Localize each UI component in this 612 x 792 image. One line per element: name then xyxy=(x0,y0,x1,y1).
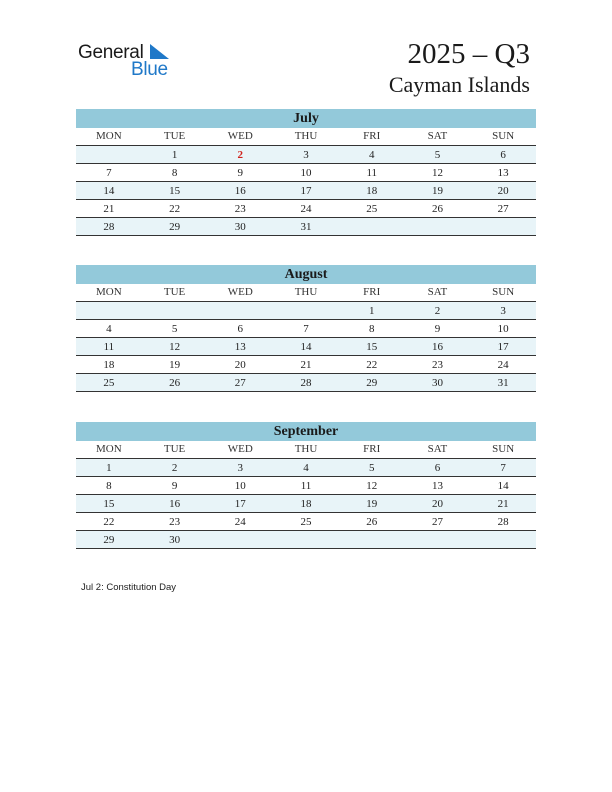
month-title: July xyxy=(76,109,536,128)
day-cell: 30 xyxy=(431,377,443,389)
weekday-label: TUE xyxy=(163,443,186,455)
day-cell: 5 xyxy=(368,462,375,474)
day-cell: 11 xyxy=(366,167,378,179)
day-cell: 23 xyxy=(234,203,246,215)
week-row xyxy=(76,374,536,392)
day-cell: 13 xyxy=(431,480,443,492)
day-cell: 26 xyxy=(431,203,443,215)
day-cell: 30 xyxy=(234,221,246,233)
day-cell: 8 xyxy=(171,167,178,179)
holiday-notes xyxy=(81,582,176,593)
day-cell: 3 xyxy=(237,462,244,474)
logo-word-general: General xyxy=(78,42,144,63)
day-cell: 7 xyxy=(500,462,506,474)
week-row xyxy=(76,513,536,531)
day-cell: 21 xyxy=(497,498,509,510)
day-cell: 4 xyxy=(106,323,112,335)
weekday-label: SUN xyxy=(492,130,515,142)
day-cell: 26 xyxy=(169,377,181,389)
day-cell: 10 xyxy=(300,167,312,179)
day-cell: 5 xyxy=(434,149,441,161)
day-cell: 15 xyxy=(366,341,378,353)
day-cell: 4 xyxy=(303,462,309,474)
week-row xyxy=(76,459,536,477)
day-cell: 14 xyxy=(300,341,312,353)
day-cell: 20 xyxy=(234,359,246,371)
day-cell: 7 xyxy=(303,323,309,335)
weekday-label: THU xyxy=(294,286,318,298)
day-cell: 3 xyxy=(500,305,506,317)
day-cell xyxy=(207,302,273,319)
day-cell: 9 xyxy=(171,480,178,492)
month-weeks xyxy=(76,146,536,236)
day-cell: 29 xyxy=(169,221,181,233)
day-cell: 7 xyxy=(106,167,112,179)
day-cell: 6 xyxy=(500,149,506,161)
day-cell: 4 xyxy=(368,149,375,161)
week-row xyxy=(76,182,536,200)
day-cell: 28 xyxy=(497,516,509,528)
weekday-label: THU xyxy=(294,443,318,455)
day-cell xyxy=(76,146,142,163)
day-cell: 22 xyxy=(366,359,378,371)
day-cell: 19 xyxy=(431,185,443,197)
day-cell: 25 xyxy=(103,377,115,389)
weekday-header xyxy=(76,128,536,146)
day-cell: 11 xyxy=(103,341,115,353)
day-cell: 25 xyxy=(366,203,378,215)
day-cell: 16 xyxy=(169,498,181,510)
day-cell: 12 xyxy=(169,341,181,353)
day-cell: 23 xyxy=(169,516,181,528)
weekday-label: FRI xyxy=(363,443,381,455)
week-row xyxy=(76,531,536,549)
month-calendar-september xyxy=(76,422,536,549)
day-cell: 19 xyxy=(366,498,378,510)
day-cell: 25 xyxy=(300,516,312,528)
day-cell: 2 xyxy=(237,149,244,161)
generalblue-logo xyxy=(78,40,178,80)
day-cell: 15 xyxy=(103,498,115,510)
day-cell: 9 xyxy=(434,323,441,335)
week-row xyxy=(76,477,536,495)
weekday-label: SAT xyxy=(427,443,448,455)
weekday-label: MON xyxy=(96,130,122,142)
weekday-label: THU xyxy=(294,130,318,142)
day-cell: 18 xyxy=(300,498,312,510)
weekday-label: SUN xyxy=(492,286,515,298)
day-cell: 20 xyxy=(497,185,509,197)
day-cell: 8 xyxy=(368,323,375,335)
day-cell: 31 xyxy=(300,221,312,233)
day-cell: 12 xyxy=(366,480,378,492)
week-row xyxy=(76,164,536,182)
day-cell: 18 xyxy=(366,185,378,197)
day-cell: 13 xyxy=(234,341,246,353)
weekday-label: WED xyxy=(227,443,253,455)
day-cell xyxy=(76,302,142,319)
week-row xyxy=(76,302,536,320)
day-cell xyxy=(273,531,339,548)
day-cell: 17 xyxy=(497,341,509,353)
logo-word-blue: Blue xyxy=(131,59,168,80)
day-cell: 15 xyxy=(169,185,181,197)
month-calendar-july xyxy=(76,109,536,236)
day-cell: 20 xyxy=(431,498,443,510)
day-cell: 8 xyxy=(106,480,112,492)
weekday-label: SUN xyxy=(492,443,515,455)
day-cell xyxy=(339,531,405,548)
day-cell: 26 xyxy=(366,516,378,528)
day-cell: 11 xyxy=(300,480,312,492)
day-cell xyxy=(339,218,405,235)
day-cell: 24 xyxy=(300,203,312,215)
day-cell xyxy=(405,218,471,235)
quarter-title: 2025 – Q3 xyxy=(407,38,530,70)
day-cell: 10 xyxy=(497,323,509,335)
day-cell: 28 xyxy=(300,377,312,389)
week-row xyxy=(76,200,536,218)
day-cell: 2 xyxy=(434,305,441,317)
holiday-note: Jul 2: Constitution Day xyxy=(81,582,177,593)
day-cell: 24 xyxy=(234,516,246,528)
day-cell: 18 xyxy=(103,359,115,371)
weekday-label: SAT xyxy=(427,130,448,142)
weekday-label: MON xyxy=(96,443,122,455)
month-weeks xyxy=(76,459,536,549)
day-cell: 22 xyxy=(103,516,115,528)
month-weeks xyxy=(76,302,536,392)
week-row xyxy=(76,320,536,338)
day-cell: 21 xyxy=(300,359,312,371)
day-cell: 9 xyxy=(237,167,244,179)
month-calendar-august xyxy=(76,265,536,392)
day-cell: 16 xyxy=(234,185,246,197)
day-cell: 2 xyxy=(171,462,178,474)
weekday-header xyxy=(76,441,536,459)
week-row xyxy=(76,356,536,374)
week-row xyxy=(76,495,536,513)
week-row xyxy=(76,218,536,236)
day-cell: 29 xyxy=(366,377,378,389)
day-cell: 29 xyxy=(103,534,115,546)
day-cell xyxy=(142,302,208,319)
day-cell: 28 xyxy=(103,221,115,233)
day-cell: 10 xyxy=(234,480,246,492)
day-cell: 27 xyxy=(234,377,246,389)
day-cell: 3 xyxy=(303,149,309,161)
day-cell: 1 xyxy=(106,462,112,474)
day-cell: 27 xyxy=(497,203,509,215)
day-cell xyxy=(405,531,471,548)
day-cell: 17 xyxy=(300,185,312,197)
month-title: August xyxy=(76,265,536,284)
day-cell: 31 xyxy=(497,377,509,389)
day-cell: 1 xyxy=(171,149,178,161)
weekday-label: SAT xyxy=(427,286,448,298)
weekday-label: TUE xyxy=(163,286,186,298)
day-cell xyxy=(207,531,273,548)
day-cell xyxy=(470,531,536,548)
weekday-label: WED xyxy=(227,130,253,142)
day-cell: 14 xyxy=(497,480,509,492)
day-cell: 16 xyxy=(431,341,443,353)
day-cell: 22 xyxy=(169,203,181,215)
weekday-label: FRI xyxy=(363,286,381,298)
weekday-label: FRI xyxy=(363,130,381,142)
day-cell: 6 xyxy=(434,462,441,474)
day-cell xyxy=(470,218,536,235)
weekday-label: TUE xyxy=(163,130,186,142)
week-row xyxy=(76,338,536,356)
day-cell xyxy=(273,302,339,319)
day-cell: 13 xyxy=(497,167,509,179)
day-cell: 27 xyxy=(431,516,443,528)
day-cell: 30 xyxy=(169,534,181,546)
weekday-label: WED xyxy=(227,286,253,298)
day-cell: 6 xyxy=(237,323,244,335)
weekday-label: MON xyxy=(96,286,122,298)
day-cell: 19 xyxy=(169,359,181,371)
day-cell: 24 xyxy=(497,359,509,371)
day-cell: 21 xyxy=(103,203,115,215)
country-name: Cayman Islands xyxy=(388,72,530,97)
day-cell: 14 xyxy=(103,185,115,197)
day-cell: 23 xyxy=(431,359,443,371)
day-cell: 17 xyxy=(234,498,246,510)
weekday-header xyxy=(76,284,536,302)
month-title: September xyxy=(76,422,536,441)
day-cell: 1 xyxy=(368,305,375,317)
day-cell: 5 xyxy=(171,323,178,335)
day-cell: 12 xyxy=(431,167,443,179)
week-row xyxy=(76,146,536,164)
